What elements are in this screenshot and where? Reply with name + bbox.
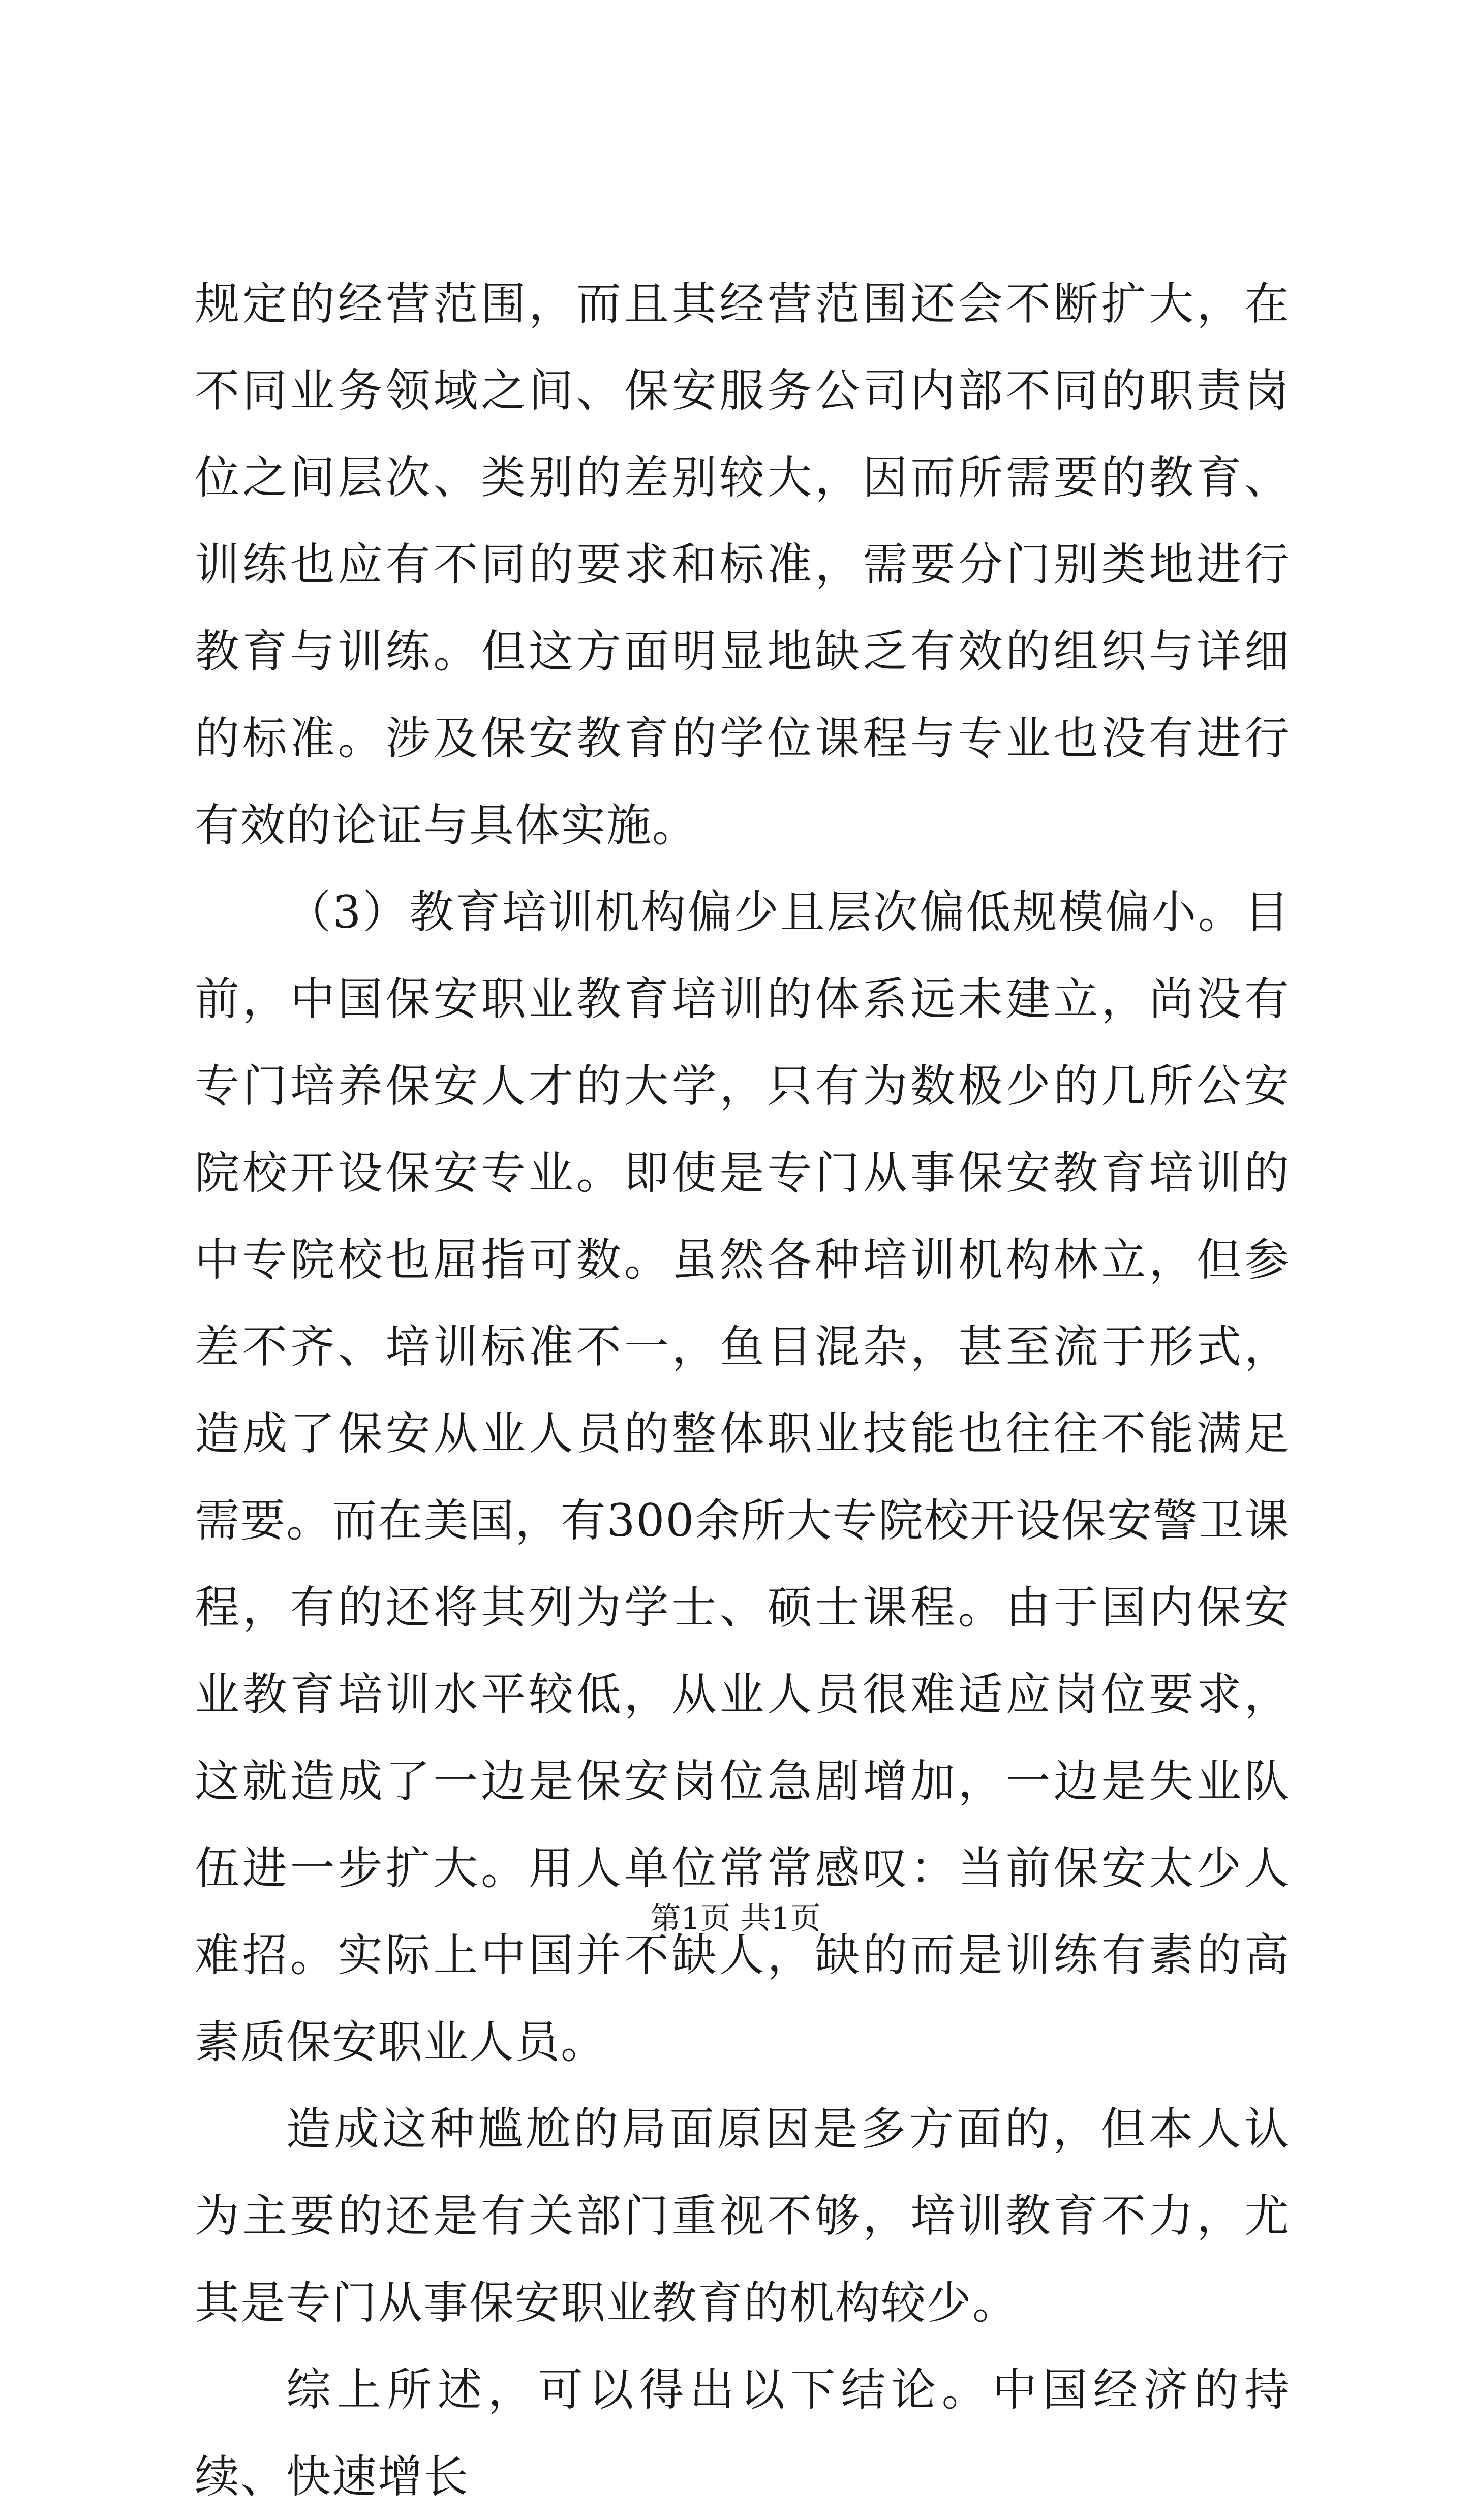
paragraph-1: 规定的经营范围，而且其经营范围还会不断扩大，在不同业务领域之间、保安服务公司内部不同的职责岗位之间层次、类别的差别较大，因而所需要的教育、训练也应有不同的要求和标准，需要分门别类地进行教育与训练。但这方面明显地缺乏有效的组织与详细的标准。涉及保安教育的学位课程与专业也没有进行有效的论证与具体实施。 [195,278,1290,851]
paragraph-3: 造成这种尴尬的局面原因是多方面的，但本人认为主要的还是有关部门重视不够，培训教育不力，尤其是专门从事保安职业教育的机构较少。 [195,2103,1290,2329]
body-text [195,260,1290,2520]
paragraph-4: 综上所述，可以得出以下结论。中国经济的持续、快速增长 [195,2363,1290,2503]
page-footer: 第1页 共1页 [650,1901,821,1937]
paragraph-2: （3）教育培训机构偏少且层次偏低规模偏小。目前，中国保安职业教育培训的体系远未建立，尚没有专门培养保安人才的大学，只有为数极少的几所公安院校开设保安专业。即使是专门从事保安教育培训的中专院校也屈指可数。虽然各种培训机构林立，但参差不齐、培训标准不一，鱼目混杂，甚至流于形式，造成了保安从业人员的整体职业技能也往往不能满足需要。而在美国，有300余所大专院校开设保安警卫课程，有的还将其列为学士、硕士课程。由于国内保安业教育培训水平较低，从业人员很难适应岗位要求，这就造成了一边是保安岗位急剧增加，一边是失业队伍进一步扩大。用人单位常常感叹：当前保安太少人难招。实际上中国并不缺人，缺的而是训练有素的高素质保安职业人员。 [195,886,1290,2068]
